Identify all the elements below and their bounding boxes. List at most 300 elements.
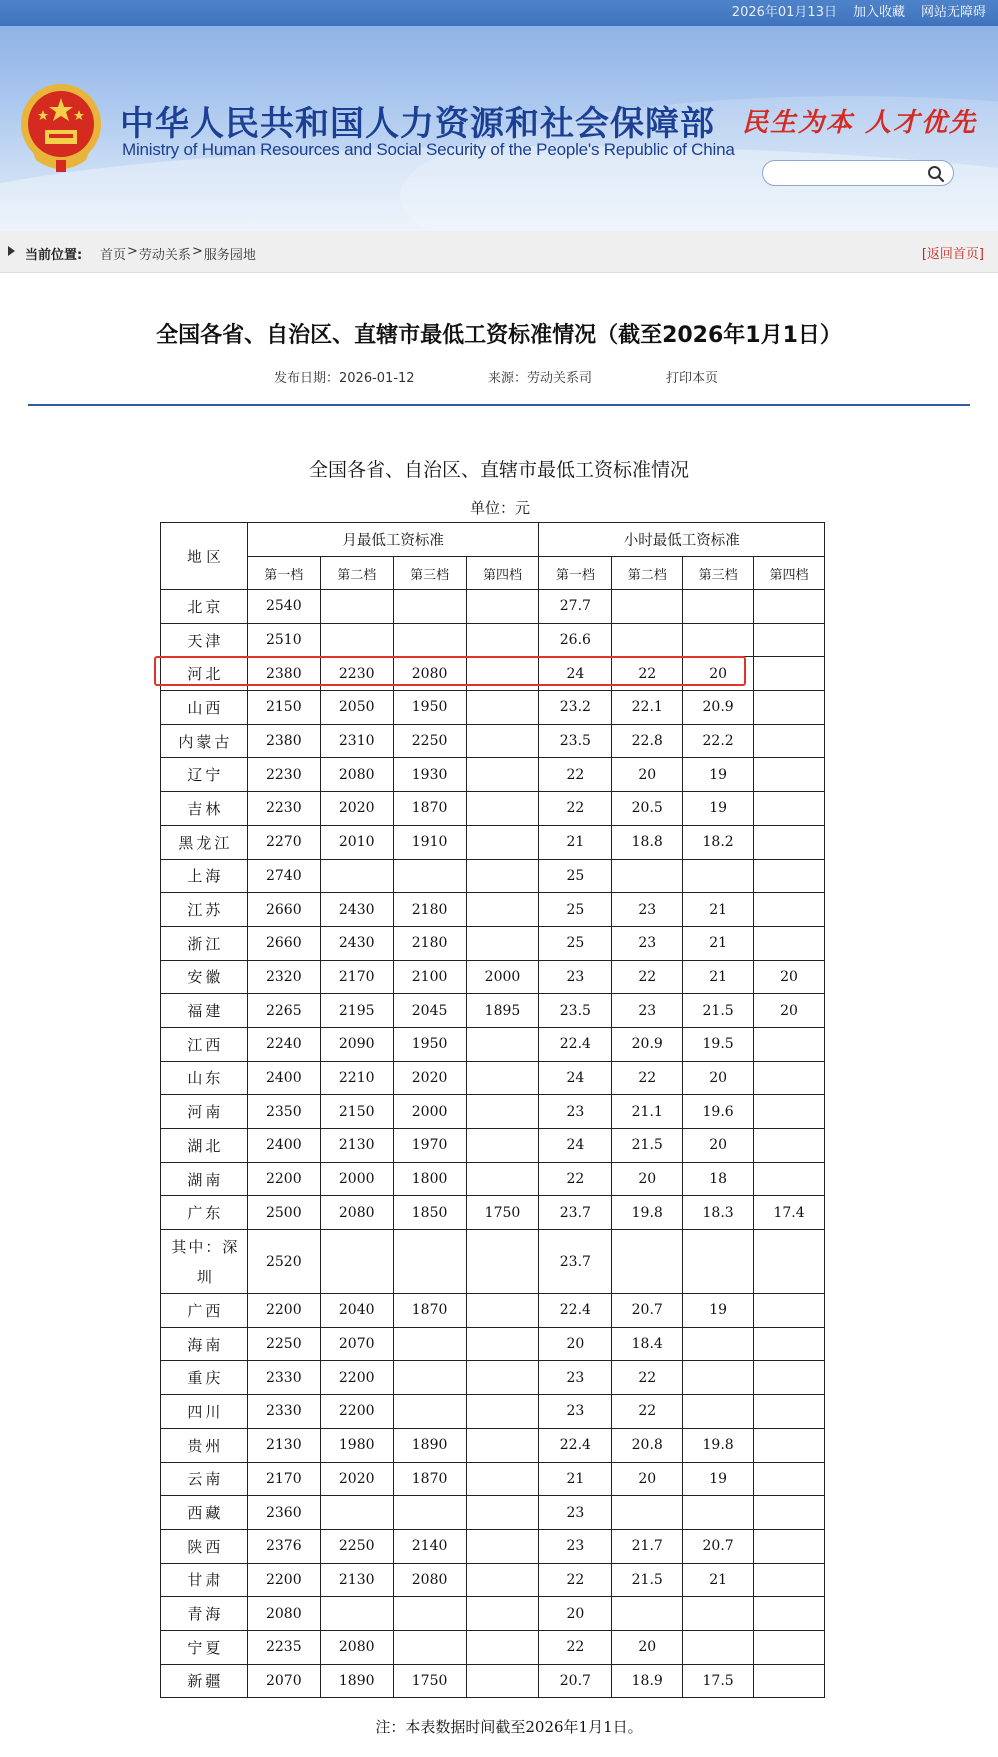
table-row [161,1428,825,1462]
hourly-wage-cell: 22 [539,792,612,826]
monthly-wage-cell: 2140 [393,1529,466,1563]
table-row [161,926,825,960]
hourly-wage-cell: 22 [539,1563,612,1597]
monthly-wage-cell: 2520 [247,1230,320,1294]
monthly-wage-cell [466,792,539,826]
breadcrumb-bar [0,231,998,273]
monthly-wage-cell: 2270 [247,825,320,859]
region-cell: 云南 [161,1462,248,1496]
site-title-chinese: 中华人民共和国人力资源和社会保障部 [120,104,715,144]
hourly-wage-cell: 22 [612,1361,683,1395]
monthly-wage-cell [466,825,539,859]
region-cell: 山西 [161,691,248,725]
region-cell: 其中：深圳 [161,1230,248,1294]
monthly-wage-cell [466,590,539,624]
monthly-wage-cell [466,1294,539,1328]
monthly-wage-cell: 2020 [393,1061,466,1095]
hourly-tier-header: 第二档 [612,557,683,590]
monthly-wage-cell: 2170 [320,960,393,994]
hourly-wage-cell: 26.6 [539,623,612,657]
monthly-wage-cell [466,1630,539,1664]
monthly-wage-cell: 1800 [393,1162,466,1196]
table-row [161,1294,825,1328]
monthly-wage-cell [466,1129,539,1163]
hourly-wage-cell: 18.9 [612,1664,683,1698]
monthly-wage-cell: 2250 [393,724,466,758]
monthly-wage-cell [466,1597,539,1631]
monthly-wage-cell: 2400 [247,1061,320,1095]
table-row [161,1162,825,1196]
region-cell: 陕西 [161,1529,248,1563]
monthly-wage-cell: 2330 [247,1395,320,1429]
monthly-wage-cell: 2360 [247,1496,320,1530]
hourly-wage-cell [754,1294,825,1328]
monthly-wage-cell: 2045 [393,994,466,1028]
region-cell: 广西 [161,1294,248,1328]
monthly-wage-cell: 2000 [393,1095,466,1129]
monthly-wage-cell [393,1395,466,1429]
monthly-wage-cell [393,1361,466,1395]
monthly-wage-cell: 2070 [247,1664,320,1698]
monthly-wage-cell: 1980 [320,1428,393,1462]
hourly-wage-cell: 21 [683,1563,754,1597]
monthly-wage-cell: 2265 [247,994,320,1028]
hourly-wage-cell [754,825,825,859]
site-banner [0,26,998,231]
hourly-wage-cell: 22 [539,1162,612,1196]
hourly-wage-cell [754,1230,825,1294]
monthly-wage-cell: 1870 [393,1294,466,1328]
hourly-wage-cell: 18.2 [683,825,754,859]
hourly-wage-cell: 20 [754,994,825,1028]
table-row [161,1361,825,1395]
region-cell: 安徽 [161,960,248,994]
table-row [161,590,825,624]
monthly-wage-cell: 1930 [393,758,466,792]
hourly-wage-cell: 20 [612,1462,683,1496]
monthly-wage-cell [393,623,466,657]
region-cell: 江西 [161,1027,248,1061]
hourly-wage-cell [754,926,825,960]
table-row [161,1061,825,1095]
hourly-wage-cell: 22.4 [539,1294,612,1328]
monthly-wage-cell: 2430 [320,893,393,927]
hourly-wage-cell: 17.5 [683,1664,754,1698]
hourly-wage-cell: 17.4 [754,1196,825,1230]
monthly-wage-cell: 1890 [320,1664,393,1698]
region-cell: 河南 [161,1095,248,1129]
breadcrumb-arrow-icon [8,246,15,256]
hourly-wage-cell: 20.7 [539,1664,612,1698]
monthly-wage-cell: 2200 [320,1361,393,1395]
breadcrumb-item-service-garden[interactable]: 服务园地 [203,248,256,263]
table-row [161,994,825,1028]
monthly-wage-cell: 2400 [247,1129,320,1163]
region-cell: 宁夏 [161,1630,248,1664]
monthly-wage-cell [466,724,539,758]
hourly-wage-cell [754,1327,825,1361]
hourly-wage-cell: 19 [683,1294,754,1328]
hourly-wage-cell: 21.5 [683,994,754,1028]
hourly-wage-cell [754,1597,825,1631]
table-row [161,1496,825,1530]
hourly-wage-cell: 18.8 [612,825,683,859]
hourly-tier-header: 第四档 [754,557,825,590]
monthly-wage-cell: 1870 [393,1462,466,1496]
region-cell: 海南 [161,1327,248,1361]
region-cell: 上海 [161,859,248,893]
hourly-wage-cell: 21.5 [612,1129,683,1163]
hourly-wage-cell [754,590,825,624]
hourly-wage-cell: 19.6 [683,1095,754,1129]
monthly-wage-header: 月最低工资标准 [247,523,539,557]
monthly-wage-cell: 2510 [247,623,320,657]
monthly-wage-cell: 2080 [393,657,466,691]
hourly-wage-cell: 22.2 [683,724,754,758]
region-cell: 广东 [161,1196,248,1230]
monthly-wage-cell [393,1230,466,1294]
monthly-wage-cell [393,1496,466,1530]
monthly-wage-cell [466,657,539,691]
monthly-wage-cell [466,1428,539,1462]
monthly-wage-cell: 1895 [466,994,539,1028]
monthly-wage-cell: 2320 [247,960,320,994]
region-cell: 吉林 [161,792,248,826]
hourly-wage-cell [754,1395,825,1429]
hourly-wage-cell: 23.2 [539,691,612,725]
hourly-wage-cell [683,1630,754,1664]
region-cell: 内蒙古 [161,724,248,758]
monthly-wage-cell: 2660 [247,926,320,960]
monthly-wage-cell: 2040 [320,1294,393,1328]
hourly-wage-cell: 20 [539,1597,612,1631]
hourly-wage-cell [683,1327,754,1361]
hourly-wage-header: 小时最低工资标准 [539,523,825,557]
add-favorite-link[interactable]: 加入收藏 [852,5,905,20]
region-cell: 浙江 [161,926,248,960]
hourly-wage-cell: 23 [539,1529,612,1563]
monthly-wage-cell: 1850 [393,1196,466,1230]
monthly-wage-cell [466,691,539,725]
breadcrumb-item-labor-relations[interactable]: 劳动关系 [138,248,191,263]
hourly-wage-cell [754,657,825,691]
monthly-wage-cell: 2170 [247,1462,320,1496]
monthly-wage-cell: 2180 [393,893,466,927]
monthly-wage-cell: 2235 [247,1630,320,1664]
monthly-wage-cell: 2150 [320,1095,393,1129]
monthly-wage-cell [466,893,539,927]
monthly-wage-cell: 2010 [320,825,393,859]
monthly-wage-cell: 2430 [320,926,393,960]
table-row [161,1230,825,1294]
hourly-wage-cell [683,1395,754,1429]
monthly-wage-cell: 2250 [247,1327,320,1361]
breadcrumb [100,244,256,263]
site-title-english: Ministry of Human Resources and Social Security of the People's Republic of China [122,140,735,159]
monthly-wage-cell: 2200 [320,1395,393,1429]
monthly-wage-cell: 1950 [393,1027,466,1061]
hourly-wage-cell [612,859,683,893]
region-cell: 重庆 [161,1361,248,1395]
region-header: 地 区 [161,523,248,590]
monthly-wage-cell: 2130 [247,1428,320,1462]
table-row [161,1327,825,1361]
search-icon[interactable] [927,165,945,183]
monthly-wage-cell [320,1230,393,1294]
hourly-wage-cell [754,1496,825,1530]
hourly-wage-cell: 23 [539,1395,612,1429]
hourly-wage-cell: 23.7 [539,1196,612,1230]
minimum-wage-table [160,522,825,1698]
table-row [161,623,825,657]
hourly-wage-cell [683,623,754,657]
monthly-wage-cell: 1750 [466,1196,539,1230]
monthly-wage-cell [466,1664,539,1698]
hourly-wage-cell [754,1061,825,1095]
hourly-wage-cell: 21 [683,893,754,927]
table-row [161,1095,825,1129]
table-row [161,1462,825,1496]
back-home-link[interactable]: [返回首页] [921,247,984,262]
monthly-wage-cell [466,1496,539,1530]
monthly-wage-cell: 2200 [247,1294,320,1328]
hourly-wage-cell [612,1230,683,1294]
hourly-wage-cell [754,1563,825,1597]
hourly-wage-cell: 20 [683,1061,754,1095]
hourly-tier-header: 第三档 [683,557,754,590]
region-cell: 山东 [161,1061,248,1095]
monthly-wage-cell [466,859,539,893]
monthly-wage-cell: 2200 [247,1563,320,1597]
hourly-wage-cell: 21 [683,926,754,960]
print-page-link[interactable]: 打印本页 [666,371,719,386]
table-body [161,590,825,1698]
monthly-wage-cell [393,1597,466,1631]
table-row [161,825,825,859]
hourly-wage-cell: 22 [539,1630,612,1664]
table-row [161,960,825,994]
table-row [161,758,825,792]
hourly-wage-cell: 22.4 [539,1428,612,1462]
top-utility-links [732,0,986,26]
monthly-wage-cell [393,1630,466,1664]
table-row [161,657,825,691]
region-cell: 福建 [161,994,248,1028]
accessibility-link[interactable]: 网站无障碍 [920,5,986,20]
table-row [161,1196,825,1230]
search-input[interactable] [773,163,923,183]
hourly-wage-cell [754,1630,825,1664]
hourly-wage-cell [683,590,754,624]
search-box [762,160,954,186]
monthly-wage-cell: 2080 [247,1597,320,1631]
hourly-wage-cell: 19 [683,758,754,792]
hourly-wage-cell: 24 [539,657,612,691]
table-row [161,893,825,927]
hourly-wage-cell: 23 [539,1361,612,1395]
hourly-wage-cell [754,1664,825,1698]
hourly-wage-cell [683,1496,754,1530]
region-cell: 天津 [161,623,248,657]
top-utility-bar [0,0,998,26]
hourly-wage-cell [754,893,825,927]
hourly-wage-cell: 20 [539,1327,612,1361]
region-cell: 黑龙江 [161,825,248,859]
hourly-wage-cell: 20.8 [612,1428,683,1462]
hourly-wage-cell: 21.7 [612,1529,683,1563]
hourly-wage-cell: 22.8 [612,724,683,758]
hourly-wage-cell [754,1095,825,1129]
monthly-wage-cell [466,1061,539,1095]
hourly-wage-cell: 20 [612,1630,683,1664]
monthly-wage-cell: 1910 [393,825,466,859]
monthly-tier-header: 第一档 [247,557,320,590]
hourly-wage-cell: 23 [612,994,683,1028]
monthly-wage-cell: 2240 [247,1027,320,1061]
table-row [161,1395,825,1429]
monthly-wage-cell [466,1395,539,1429]
monthly-wage-cell [466,1327,539,1361]
hourly-wage-cell [612,1496,683,1530]
region-cell: 北京 [161,590,248,624]
monthly-wage-cell [466,1162,539,1196]
hourly-wage-cell: 27.7 [539,590,612,624]
hourly-wage-cell [612,1597,683,1631]
monthly-wage-cell: 2540 [247,590,320,624]
hourly-wage-cell [683,859,754,893]
hourly-wage-cell: 18.3 [683,1196,754,1230]
monthly-wage-cell: 2080 [393,1563,466,1597]
monthly-wage-cell: 2090 [320,1027,393,1061]
publish-date: 发布日期：2026-01-12 [274,371,415,386]
hourly-wage-cell: 21.1 [612,1095,683,1129]
hourly-wage-cell [754,691,825,725]
monthly-wage-cell [466,758,539,792]
monthly-wage-cell: 2310 [320,724,393,758]
region-cell: 湖北 [161,1129,248,1163]
monthly-wage-cell: 1890 [393,1428,466,1462]
monthly-wage-cell [466,623,539,657]
monthly-wage-cell: 2380 [247,657,320,691]
hourly-wage-cell: 23.5 [539,994,612,1028]
monthly-wage-cell: 2130 [320,1563,393,1597]
hourly-wage-cell: 19.8 [683,1428,754,1462]
title-divider [28,404,970,406]
monthly-wage-cell: 2330 [247,1361,320,1395]
monthly-wage-cell [466,1230,539,1294]
monthly-wage-cell: 1970 [393,1129,466,1163]
breadcrumb-label: 当前位置: [25,248,83,263]
monthly-wage-cell: 2230 [320,657,393,691]
hourly-wage-cell [683,1361,754,1395]
hourly-wage-cell [754,1428,825,1462]
hourly-wage-cell [754,1129,825,1163]
breadcrumb-separator: > [127,244,138,259]
monthly-wage-cell [320,623,393,657]
breadcrumb-item-home[interactable]: 首页 [100,248,127,263]
monthly-wage-cell [466,1462,539,1496]
monthly-wage-cell: 2180 [393,926,466,960]
hourly-wage-cell: 25 [539,859,612,893]
region-cell: 西藏 [161,1496,248,1530]
hourly-wage-cell: 22 [539,758,612,792]
hourly-wage-cell: 22.4 [539,1027,612,1061]
hourly-wage-cell: 20 [683,1129,754,1163]
hourly-wage-cell: 23.7 [539,1230,612,1294]
hourly-wage-cell [754,1162,825,1196]
hourly-wage-cell: 20 [683,657,754,691]
hourly-wage-cell: 22.1 [612,691,683,725]
hourly-wage-cell [754,1529,825,1563]
table-row [161,1630,825,1664]
monthly-wage-cell: 1870 [393,792,466,826]
monthly-wage-cell [320,859,393,893]
hourly-wage-cell: 19.5 [683,1027,754,1061]
monthly-wage-cell: 2500 [247,1196,320,1230]
monthly-wage-cell [320,590,393,624]
region-cell: 江苏 [161,893,248,927]
hourly-wage-cell: 23 [539,1496,612,1530]
table-title: 全国各省、自治区、直辖市最低工资标准情况 [308,459,689,481]
monthly-tier-header: 第四档 [466,557,539,590]
region-cell: 新疆 [161,1664,248,1698]
hourly-wage-cell [754,1361,825,1395]
monthly-wage-cell: 2660 [247,893,320,927]
hourly-wage-cell [754,1027,825,1061]
hourly-tier-header: 第一档 [539,557,612,590]
hourly-wage-cell: 23 [539,1095,612,1129]
hourly-wage-cell [612,590,683,624]
monthly-wage-cell [466,1027,539,1061]
article-source: 来源：劳动关系司 [488,371,593,386]
monthly-wage-cell: 2130 [320,1129,393,1163]
hourly-wage-cell: 18.4 [612,1327,683,1361]
monthly-wage-cell: 2376 [247,1529,320,1563]
hourly-wage-cell: 23 [612,893,683,927]
monthly-wage-cell: 2350 [247,1095,320,1129]
hourly-wage-cell: 22 [612,1061,683,1095]
national-emblem-icon [18,80,104,174]
hourly-wage-cell: 22 [612,657,683,691]
monthly-wage-cell: 2200 [247,1162,320,1196]
region-cell: 甘肃 [161,1563,248,1597]
hourly-wage-cell: 20.7 [683,1529,754,1563]
monthly-wage-cell: 1950 [393,691,466,725]
breadcrumb-separator: > [191,244,203,259]
table-row [161,1597,825,1631]
hourly-wage-cell: 23 [612,926,683,960]
monthly-wage-cell: 2380 [247,724,320,758]
monthly-wage-cell [466,926,539,960]
table-row [161,691,825,725]
table-row [161,859,825,893]
hourly-wage-cell: 21 [539,825,612,859]
hourly-wage-cell: 20.9 [683,691,754,725]
monthly-wage-cell: 2000 [320,1162,393,1196]
monthly-wage-cell [466,1529,539,1563]
hourly-wage-cell: 22 [612,960,683,994]
hourly-wage-cell: 23 [539,960,612,994]
monthly-wage-cell: 2000 [466,960,539,994]
monthly-wage-cell: 2050 [320,691,393,725]
hourly-wage-cell: 19 [683,1462,754,1496]
hourly-wage-cell [754,623,825,657]
hourly-wage-cell: 20.5 [612,792,683,826]
hourly-wage-cell: 24 [539,1061,612,1095]
monthly-wage-cell: 2230 [247,758,320,792]
region-cell: 湖南 [161,1162,248,1196]
table-row [161,1529,825,1563]
